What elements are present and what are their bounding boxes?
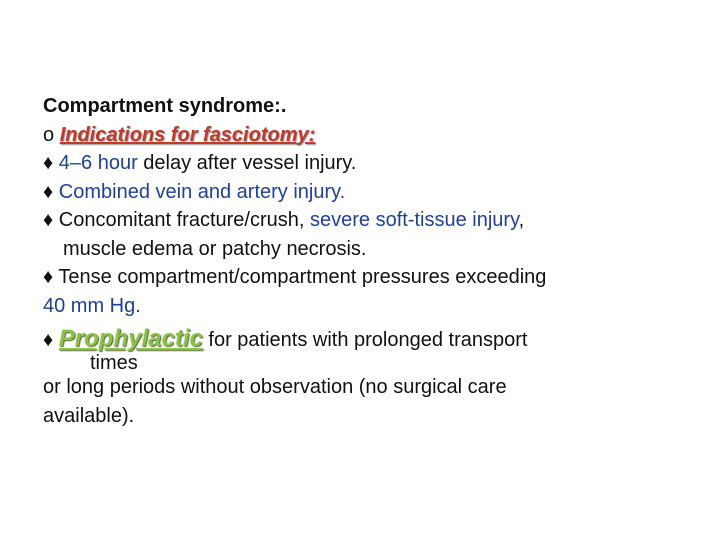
diamond-bullet-icon: ♦ bbox=[43, 209, 54, 231]
diamond-bullet-icon: ♦ bbox=[43, 180, 54, 203]
prophylactic-text: for patients with prolonged transport bbox=[202, 329, 528, 351]
delay-text: delay after vessel injury. bbox=[137, 152, 357, 174]
sub-heading-line bbox=[43, 121, 703, 150]
diamond-bullet-icon: ♦ bbox=[43, 152, 54, 174]
slide-title: Compartment syndrome:. bbox=[43, 95, 287, 117]
slide-content bbox=[43, 92, 703, 430]
soft-tissue-text: severe soft-tissue injury bbox=[310, 209, 519, 231]
sub-bullet-marker: o bbox=[43, 123, 55, 146]
bullet-item-tense bbox=[43, 263, 703, 292]
concomitant-continuation: muscle edema or patchy necrosis. bbox=[63, 237, 367, 260]
delay-hours: 4–6 hour bbox=[58, 152, 138, 174]
prophylactic-end: available). bbox=[43, 404, 135, 427]
diamond-bullet-icon: ♦ bbox=[43, 329, 54, 351]
prophylactic-continuation: or long periods without observation (no surgical care bbox=[43, 376, 507, 398]
tense-text: Tense compartment/compartment pressures exceeding bbox=[58, 266, 547, 288]
indications-heading: Indications for fasciotomy: bbox=[59, 123, 316, 146]
diamond-bullet-icon: ♦ bbox=[43, 266, 54, 288]
bullet-item-prophylactic bbox=[43, 326, 703, 353]
bullet-item-combined bbox=[43, 178, 703, 207]
prophylactic-emphasis: Prophylactic bbox=[58, 325, 203, 352]
bullet-item-delay bbox=[43, 149, 703, 178]
concomitant-text: Concomitant fracture/crush, bbox=[58, 209, 310, 231]
bullet-item-concomitant bbox=[43, 206, 703, 235]
prophylactic-times: times bbox=[90, 352, 138, 374]
concomitant-comma: , bbox=[518, 209, 525, 231]
pressure-value: 40 mm Hg. bbox=[43, 294, 141, 317]
combined-injury-text: Combined vein and artery injury. bbox=[58, 180, 346, 203]
